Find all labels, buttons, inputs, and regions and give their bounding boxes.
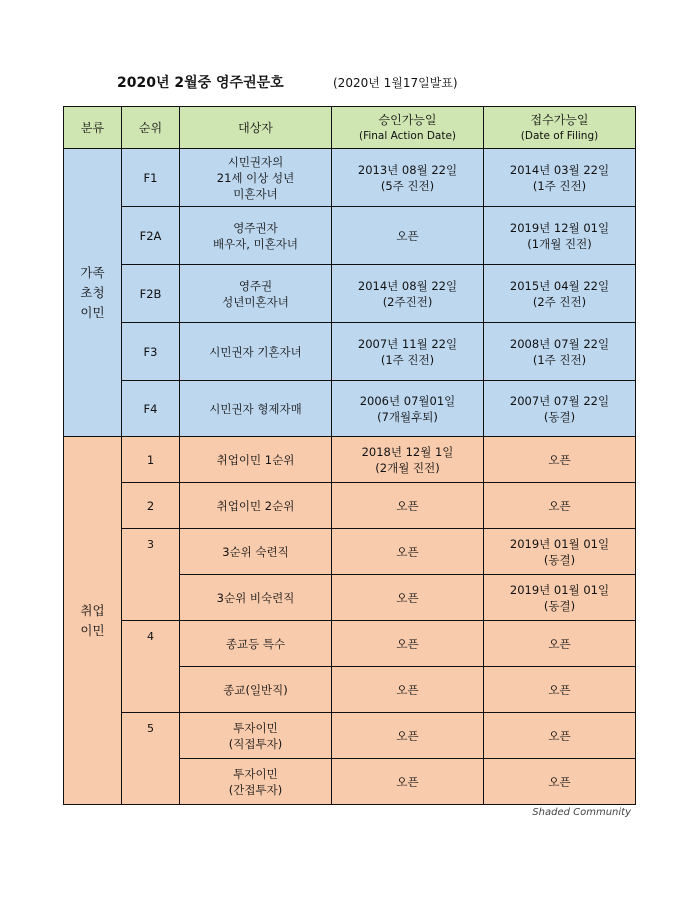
filing-cell: [484, 667, 636, 713]
filing-cell-line: (2주 진전): [532, 294, 587, 309]
target-cell-line: 성년미혼자녀: [222, 294, 289, 309]
filing-cell-line: 2019년 12월 01일: [509, 220, 610, 235]
target-cell-line: 취업이민 2순위: [216, 498, 295, 513]
priority-cell: F3: [122, 323, 180, 381]
footer-note: Shaded Community: [532, 807, 631, 818]
filing-cell: [484, 759, 636, 805]
final-action-cell-line: 오픈: [396, 728, 419, 743]
target-cell-line: (직접투자): [228, 736, 283, 751]
category-label: 취업: [80, 602, 105, 618]
final-action-cell: [332, 149, 484, 207]
final-action-cell-line: 오픈: [396, 228, 419, 243]
target-cell-line: (간접투자): [228, 782, 283, 797]
family-category-cell: [64, 149, 122, 437]
filing-cell-line: 2019년 01월 01일: [509, 536, 610, 551]
filing-cell: [484, 207, 636, 265]
filing-cell: [484, 437, 636, 483]
final-action-cell-line: (2주진전): [382, 294, 433, 309]
target-cell-line: 종교등 특수: [225, 636, 286, 651]
filing-cell: [484, 621, 636, 667]
final-action-cell-line: 오픈: [396, 590, 419, 605]
final-action-cell: [332, 529, 484, 575]
header-filing-ko: 접수가능일: [530, 112, 589, 127]
table-row: [64, 529, 636, 575]
category-label: 초청: [80, 284, 105, 300]
final-action-cell-line: (7개월후퇴): [377, 409, 438, 424]
header-category: 분류: [64, 107, 122, 149]
priority-cell: 2: [122, 483, 180, 529]
target-cell-line: 3순위 숙련직: [222, 544, 289, 559]
target-cell-line: 3순위 비숙련직: [216, 590, 295, 605]
filing-cell-line: 2015년 04월 22일: [509, 278, 610, 293]
final-action-cell-line: 2014년 08월 22일: [357, 278, 458, 293]
final-action-cell-line: (2개월 진전): [375, 460, 440, 475]
final-action-cell: [332, 483, 484, 529]
priority-cell: F2A: [122, 207, 180, 265]
target-cell-line: 영주권자: [233, 220, 278, 235]
target-cell: [180, 483, 332, 529]
filing-cell-line: 오픈: [548, 452, 571, 467]
filing-cell-line: (동결): [543, 552, 576, 567]
visa-bulletin-table: [63, 106, 636, 805]
filing-cell-line: 오픈: [548, 728, 571, 743]
target-cell-line: 투자이민: [233, 720, 278, 735]
target-cell: [180, 529, 332, 575]
filing-cell: [484, 149, 636, 207]
final-action-cell-line: (5주 진전): [380, 178, 435, 193]
filing-cell-line: (1개월 진전): [527, 236, 592, 251]
filing-cell-line: (동결): [543, 409, 576, 424]
filing-cell: [484, 323, 636, 381]
target-cell: [180, 265, 332, 323]
filing-cell-line: 2007년 07월 22일: [509, 393, 610, 408]
table-row: [64, 437, 636, 483]
target-cell-line: 미혼자녀: [233, 186, 278, 201]
filing-cell: [484, 483, 636, 529]
target-cell-line: 취업이민 1순위: [216, 452, 295, 467]
category-label: 가족: [80, 264, 105, 280]
announcement-date: (2020년 1월17일발표): [333, 76, 458, 90]
table-row: [64, 207, 636, 265]
header-row: [64, 107, 636, 149]
final-action-cell-line: 2013년 08월 22일: [357, 162, 458, 177]
header-filing-en: (Date of Filing): [520, 129, 599, 142]
filing-cell-line: 오픈: [548, 774, 571, 789]
filing-cell-line: (동결): [543, 598, 576, 613]
priority-cell: F2B: [122, 265, 180, 323]
filing-cell-line: 오픈: [548, 636, 571, 651]
final-action-cell: [332, 713, 484, 759]
target-cell: [180, 149, 332, 207]
priority-cell: 1: [122, 437, 180, 483]
page-title: 2020년 2월중 영주권문호: [117, 75, 284, 91]
final-action-cell-line: (1주 진전): [380, 352, 435, 367]
filing-cell-line: (1주 진전): [532, 178, 587, 193]
final-action-cell: [332, 621, 484, 667]
priority-cell: 3: [122, 529, 180, 621]
header-filing: [484, 107, 636, 149]
priority-cell: F4: [122, 381, 180, 437]
table-row: [64, 381, 636, 437]
final-action-cell-line: 2007년 11월 22일: [357, 336, 458, 351]
filing-cell: [484, 381, 636, 437]
table-row: [64, 149, 636, 207]
target-cell-line: 투자이민: [233, 766, 278, 781]
priority-cell: 4: [122, 621, 180, 713]
employment-category-cell: [64, 437, 122, 805]
header-final-action-ko: 승인가능일: [378, 112, 437, 127]
category-label: 이민: [80, 304, 105, 320]
filing-cell-line: 2019년 01월 01일: [509, 582, 610, 597]
header-final-action: [332, 107, 484, 149]
header-priority: 순위: [122, 107, 180, 149]
target-cell-line: 종교(일반직): [223, 682, 288, 697]
final-action-cell-line: 오픈: [396, 498, 419, 513]
target-cell: [180, 713, 332, 759]
final-action-cell-line: 오픈: [396, 774, 419, 789]
target-cell: [180, 207, 332, 265]
final-action-cell: [332, 575, 484, 621]
final-action-cell-line: 오픈: [396, 636, 419, 651]
target-cell: [180, 621, 332, 667]
priority-cell: 5: [122, 713, 180, 805]
target-cell-line: 시민권자 기혼자녀: [209, 344, 302, 359]
final-action-cell: [332, 759, 484, 805]
target-cell: [180, 667, 332, 713]
final-action-cell: [332, 381, 484, 437]
target-cell: [180, 437, 332, 483]
target-cell: [180, 323, 332, 381]
target-cell-line: 21세 이상 성년: [216, 170, 295, 185]
final-action-cell: [332, 437, 484, 483]
filing-cell: [484, 575, 636, 621]
filing-cell: [484, 529, 636, 575]
final-action-cell: [332, 207, 484, 265]
table-row: [64, 483, 636, 529]
table-row: [64, 265, 636, 323]
target-cell-line: 영주권: [238, 278, 273, 293]
final-action-cell-line: 오픈: [396, 544, 419, 559]
final-action-cell-line: 2018년 12월 1일: [361, 444, 454, 459]
table-row: [64, 713, 636, 759]
header-target: 대상자: [180, 107, 332, 149]
table-row: [64, 323, 636, 381]
target-cell: [180, 575, 332, 621]
final-action-cell-line: 2006년 07월01일: [359, 393, 456, 408]
final-action-cell: [332, 667, 484, 713]
category-label: 이민: [80, 622, 105, 638]
table-row: [64, 621, 636, 667]
priority-cell: F1: [122, 149, 180, 207]
final-action-cell: [332, 323, 484, 381]
filing-cell-line: 오픈: [548, 682, 571, 697]
filing-cell-line: 2008년 07월 22일: [509, 336, 610, 351]
filing-cell: [484, 713, 636, 759]
target-cell-line: 배우자, 미혼자녀: [212, 236, 299, 251]
target-cell-line: 시민권자의: [227, 154, 284, 169]
filing-cell-line: 2014년 03월 22일: [509, 162, 610, 177]
target-cell: [180, 759, 332, 805]
final-action-cell: [332, 265, 484, 323]
final-action-cell-line: 오픈: [396, 682, 419, 697]
filing-cell-line: (1주 진전): [532, 352, 587, 367]
filing-cell-line: 오픈: [548, 498, 571, 513]
header-final-action-en: (Final Action Date): [358, 129, 457, 142]
target-cell-line: 시민권자 형제자매: [209, 401, 302, 416]
filing-cell: [484, 265, 636, 323]
target-cell: [180, 381, 332, 437]
